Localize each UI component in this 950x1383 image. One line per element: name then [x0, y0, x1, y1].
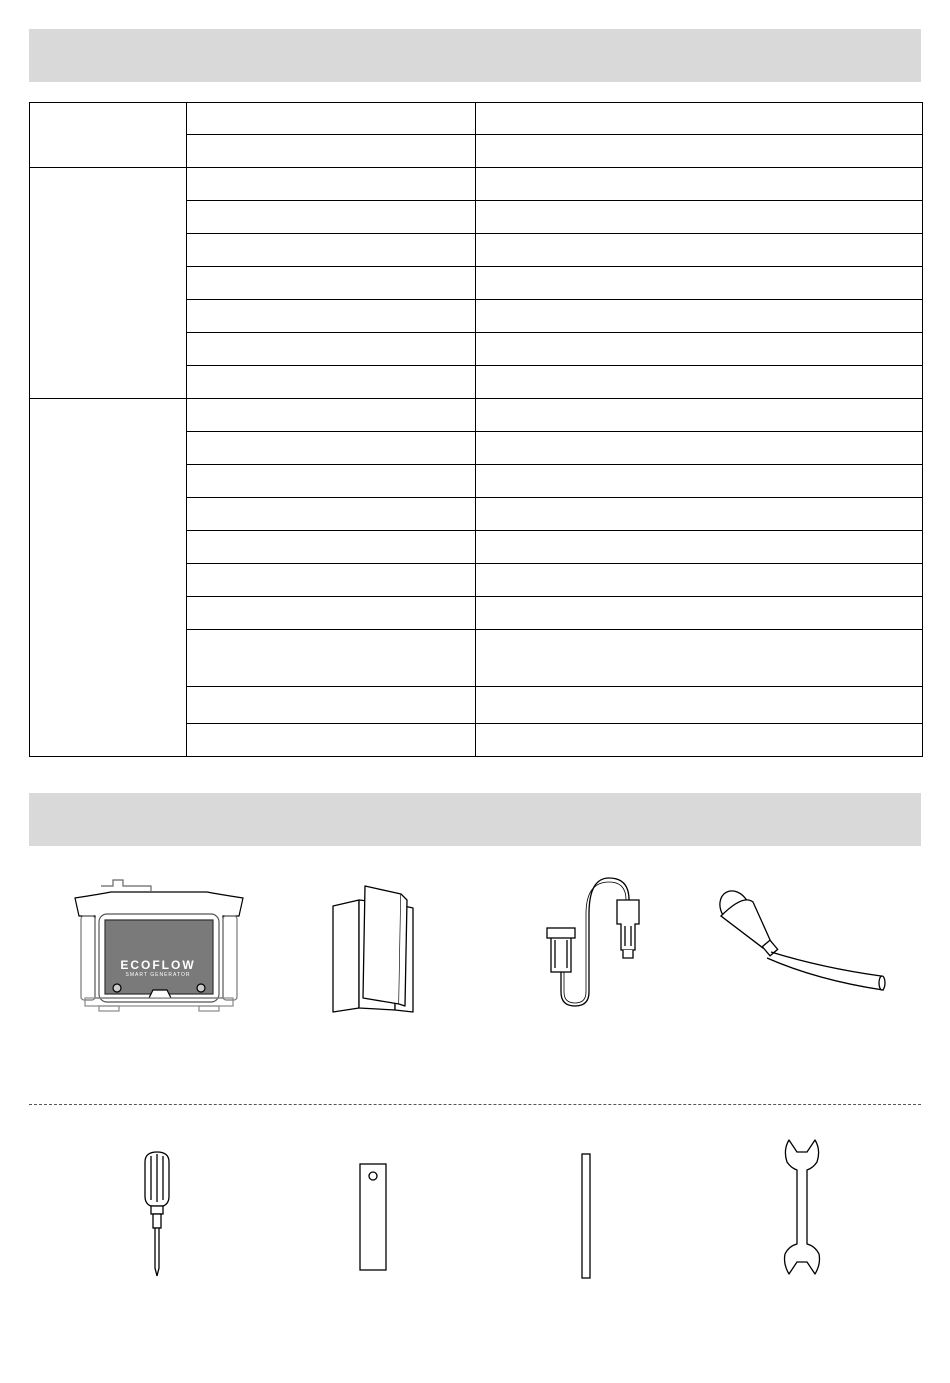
spec-value: [476, 168, 923, 201]
spec-name: [187, 234, 476, 267]
screwdriver-icon: [137, 1150, 177, 1284]
spec-value: [476, 399, 923, 432]
tag-icon: [358, 1162, 388, 1272]
spec-value: [476, 267, 923, 300]
spec-name: [187, 366, 476, 399]
tool-item-tag: [357, 1162, 389, 1294]
spec-name: [187, 300, 476, 333]
spec-value: [476, 531, 923, 564]
generator-icon: [71, 878, 247, 1018]
tool-item-screwdriver: [136, 1150, 178, 1306]
spec-value: [476, 300, 923, 333]
spec-name: [187, 168, 476, 201]
table-row: [30, 168, 923, 201]
specs-section-header: [29, 29, 921, 82]
specs-section-title: [29, 29, 921, 61]
group-label: [30, 103, 187, 168]
spec-value: [476, 498, 923, 531]
wrench-icon: [783, 1136, 821, 1278]
spec-value: [476, 432, 923, 465]
spec-value: [476, 201, 923, 234]
oil-funnel-icon: [713, 884, 889, 994]
table-row: [30, 103, 923, 135]
spec-name: [187, 465, 476, 498]
spec-name: [187, 333, 476, 366]
spec-name: [187, 103, 476, 135]
group-label: [30, 399, 187, 757]
tool-item-wrench: [782, 1136, 822, 1300]
spec-value: [476, 687, 923, 724]
spec-name: [187, 432, 476, 465]
spec-name: [187, 531, 476, 564]
spec-table: [29, 102, 923, 757]
brand-logo-subtext: SMART GENERATOR: [125, 972, 191, 978]
section-divider: [29, 1104, 921, 1105]
box-item-cable: [538, 874, 664, 1036]
spec-name: [187, 724, 476, 757]
spec-value: [476, 630, 923, 687]
spec-value: [476, 724, 923, 757]
spec-value: [476, 333, 923, 366]
spec-value: [476, 234, 923, 267]
box-item-manual: [325, 880, 421, 1038]
box-contents-section-header: [29, 793, 921, 846]
cable-icon: [539, 874, 663, 1014]
brand-logo-text: ECOFLOW: [120, 958, 196, 972]
brand-logo: [70, 958, 246, 978]
manual-icon: [327, 880, 419, 1016]
box-item-generator: [70, 878, 248, 1040]
box-contents-section-title: [29, 793, 921, 825]
tool-item-rod: [578, 1152, 594, 1302]
spec-name: [187, 399, 476, 432]
spec-name: [187, 597, 476, 630]
spec-value: [476, 103, 923, 135]
spec-value: [476, 564, 923, 597]
spec-value: [476, 465, 923, 498]
spec-name: [187, 201, 476, 234]
spec-name: [187, 564, 476, 597]
table-row: [30, 399, 923, 432]
spec-value: [476, 135, 923, 168]
group-label: [30, 168, 187, 399]
spec-name: [187, 135, 476, 168]
box-item-oil-funnel: [712, 884, 890, 1016]
spec-value: [476, 597, 923, 630]
spec-name: [187, 630, 476, 687]
spec-name: [187, 267, 476, 300]
spec-name: [187, 498, 476, 531]
spec-name: [187, 687, 476, 724]
spec-value: [476, 366, 923, 399]
rod-icon: [580, 1152, 592, 1280]
